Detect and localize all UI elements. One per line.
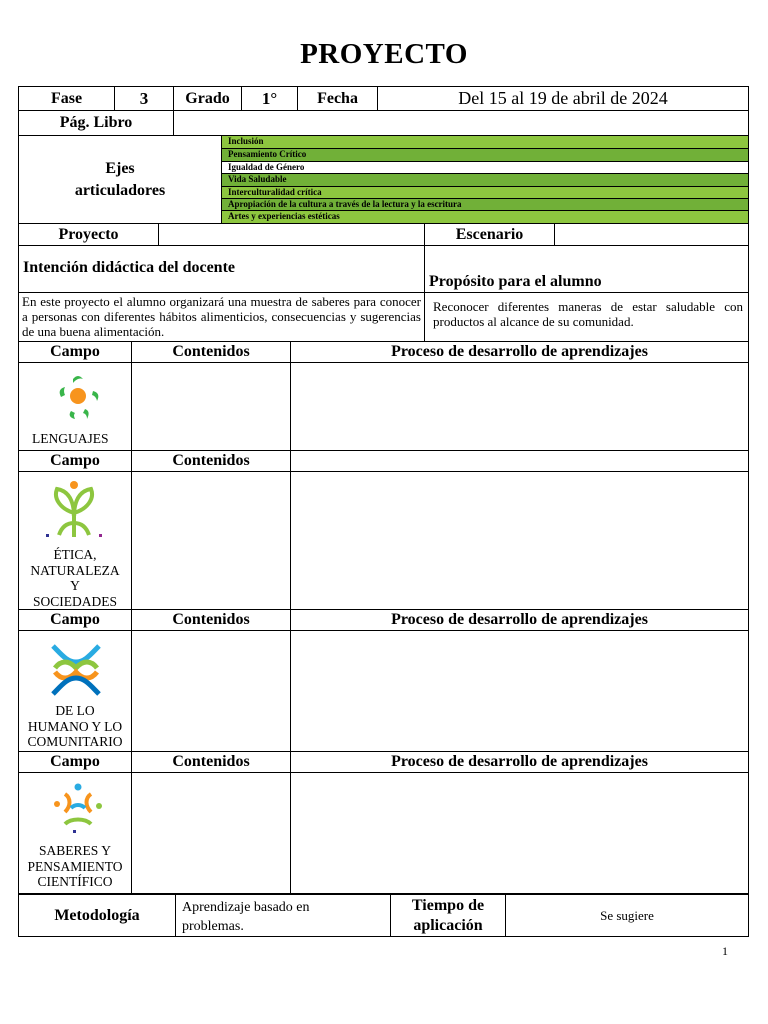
proceso-cell[interactable] [291, 773, 749, 894]
metodologia-table [18, 894, 749, 937]
contenidos-header: Contenidos [132, 752, 291, 773]
fecha-label: Fecha [298, 87, 378, 111]
fecha-value[interactable]: Del 15 al 19 de abril de 2024 [378, 87, 749, 111]
campo-saberes [19, 773, 132, 894]
campo-name: LENGUAJES [32, 431, 109, 446]
contenidos-cell[interactable] [132, 631, 291, 752]
fase-value[interactable]: 3 [115, 87, 174, 111]
eje-item: Interculturalidad crítica [222, 186, 748, 198]
campo-name-line: PENSAMIENTO [27, 858, 123, 874]
etica-icon [43, 479, 105, 541]
contenidos-cell[interactable] [132, 773, 291, 894]
campo-header: Campo [19, 752, 132, 773]
pag-libro-label: Pág. Libro [19, 111, 174, 136]
contenidos-cell[interactable] [132, 363, 291, 451]
metodologia-value[interactable]: Aprendizaje basado en problemas. [176, 895, 391, 937]
contenidos-header: Contenidos [132, 610, 291, 631]
campo-name-line: COMUNITARIO [27, 734, 123, 749]
campo-header: Campo [19, 342, 132, 363]
escenario-value[interactable] [555, 224, 749, 246]
campo-name-line: HUMANO Y LO [27, 718, 123, 734]
ejes-list [222, 136, 749, 224]
campo-name-line: CIENTÍFICO [37, 874, 113, 889]
page-number: 1 [722, 944, 728, 958]
pag-libro-value[interactable] [174, 111, 749, 136]
proceso-header-empty [291, 451, 749, 472]
proyecto-table [18, 223, 749, 246]
contenidos-header: Contenidos [132, 342, 291, 363]
intencion-text[interactable]: En este proyecto el alumno organizará una muestra de saberes para conocer a personas con diferentes hábitos alimenticios, consecuencias y sugerencias de una buena alimentación. [19, 293, 425, 342]
tiempo-label: Tiempo de aplicación [391, 895, 506, 937]
grado-label: Grado [174, 87, 242, 111]
campo-name-line: SABERES Y [39, 843, 111, 858]
proceso-header: Proceso de desarrollo de aprendizajes [291, 610, 749, 631]
header-table [18, 86, 749, 111]
campo-name-line: DE LO [55, 703, 95, 718]
proceso-cell[interactable] [291, 631, 749, 752]
campo-humano [19, 631, 132, 752]
page-title: PROYECTO [300, 38, 468, 70]
campo-lenguajes [19, 363, 132, 451]
eje-item: Igualdad de Género [222, 161, 748, 173]
campo-name-line: ÉTICA, [53, 547, 97, 562]
proceso-header: Proceso de desarrollo de aprendizajes [291, 342, 749, 363]
proceso-cell[interactable] [291, 363, 749, 451]
proceso-cell[interactable] [291, 472, 749, 610]
pag-libro-table [18, 110, 749, 136]
campo-name-line: NATURALEZA [30, 562, 120, 578]
proposito-text[interactable]: Reconocer diferentes maneras de estar saludable con productos al alcance de su comunidad. [425, 293, 749, 342]
eje-item: Apropiación de la cultura a través de la lectura y la escritura [222, 198, 748, 210]
fase-label: Fase [19, 87, 115, 111]
proceso-header: Proceso de desarrollo de aprendizajes [291, 752, 749, 773]
ejes-label: Ejes articuladores [19, 136, 222, 224]
campo-etica [19, 472, 132, 610]
lenguajes-icon [53, 371, 103, 423]
saberes-icon [51, 782, 105, 836]
proyecto-value[interactable] [159, 224, 425, 246]
intencion-table [18, 245, 749, 342]
metodologia-label: Metodología [19, 895, 176, 937]
contenidos-cell[interactable] [132, 472, 291, 610]
humano-icon [47, 640, 105, 698]
eje-item: Vida Saludable [222, 173, 748, 185]
campo-name-line: Y [70, 578, 80, 593]
proyecto-label: Proyecto [19, 224, 159, 246]
eje-item: Pensamiento Crítico [222, 148, 748, 160]
eje-item: Inclusión [222, 136, 748, 148]
proposito-label: Propósito para el alumno [425, 246, 749, 293]
intencion-label: Intención didáctica del docente [19, 246, 425, 293]
campo-name-line: SOCIEDADES [32, 593, 117, 609]
grado-value[interactable]: 1° [242, 87, 298, 111]
eje-item: Artes y experiencias estéticas [222, 210, 748, 222]
tiempo-value[interactable]: Se sugiere [506, 895, 749, 937]
contenidos-header: Contenidos [132, 451, 291, 472]
campos-table [18, 341, 749, 894]
campo-header: Campo [19, 451, 132, 472]
ejes-table [18, 135, 749, 224]
escenario-label: Escenario [425, 224, 555, 246]
campo-header: Campo [19, 610, 132, 631]
